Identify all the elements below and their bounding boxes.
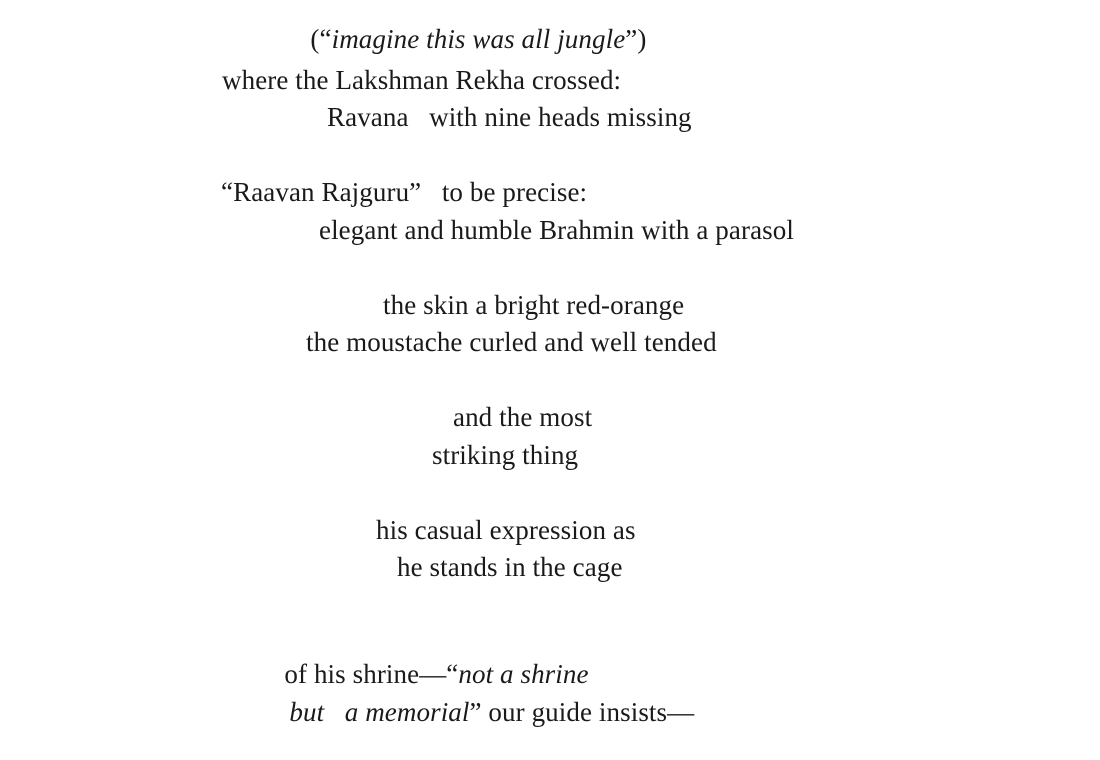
poem-line-italic: imagine this was all jungle	[331, 24, 626, 54]
poem-line-prefix: (“	[310, 24, 332, 54]
poem-line-suffix: ”)	[625, 24, 647, 54]
poem-line: the skin a bright red-orange	[383, 290, 685, 320]
poem-line: Ravana with nine heads missing	[327, 102, 692, 132]
poem-line-italic: not a shrine	[458, 659, 589, 689]
poem-line-prefix: of his shrine—“	[284, 659, 459, 689]
poem-line: he stands in the cage	[397, 552, 623, 582]
poem-line: “Raavan Rajguru” to be precise:	[221, 177, 588, 207]
poem-line: his casual expression as	[376, 515, 636, 545]
poem-line	[262, 664, 694, 760]
poem-line: the moustache curled and well tended	[306, 327, 717, 357]
poem-line-italic: but a memorial	[289, 697, 470, 727]
poem-line-suffix: ” our guide insists—	[469, 697, 695, 727]
poem-line: striking thing	[432, 440, 579, 470]
poem-line: elegant and humble Brahmin with a parasol	[319, 215, 794, 245]
poem-line: where the Lakshman Rekha crossed:	[222, 65, 622, 95]
poem-line: and the most	[453, 402, 593, 432]
